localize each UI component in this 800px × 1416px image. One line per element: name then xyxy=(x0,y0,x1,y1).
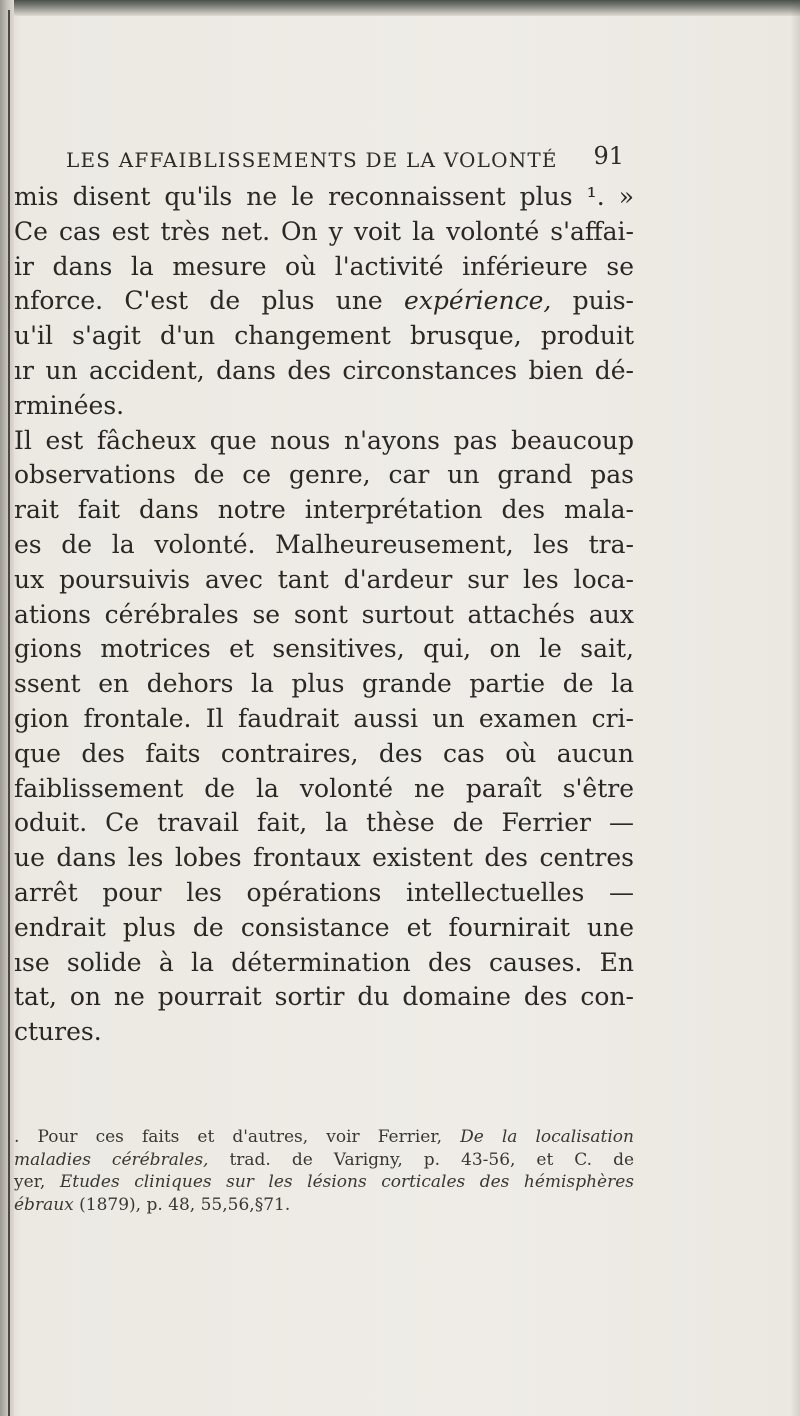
text-segment: nforce. C'est de plus une xyxy=(14,286,405,316)
body-line xyxy=(14,980,634,1014)
text-segment: . Pour ces faits et d'autres, voir Ferrier, xyxy=(14,1127,461,1147)
text-segment: endrait plus de consistance et fournirait une xyxy=(14,912,634,942)
body-line xyxy=(14,911,634,945)
body-line xyxy=(14,632,634,666)
text-segment: ıse solide à la détermination des causes. En xyxy=(14,947,634,977)
text-segment: observations de ce genre, car un grand pas xyxy=(14,460,634,490)
body-line xyxy=(14,284,634,318)
body-line xyxy=(14,737,634,771)
text-segment: yer, xyxy=(14,1172,60,1192)
italic-text: Etudes cliniques sur les lésions corticales des hémisphères xyxy=(59,1172,634,1192)
body-line xyxy=(14,354,634,388)
text-segment: tat, on ne pourrait sortir du domaine des con- xyxy=(14,982,634,1012)
text-segment: es de la volonté. Malheureusement, les tra- xyxy=(14,530,634,559)
body-line xyxy=(14,772,634,806)
body-line xyxy=(14,319,634,353)
footnote-line xyxy=(14,1193,634,1217)
body-line xyxy=(14,424,634,458)
body-line xyxy=(14,215,634,249)
text-segment: ir dans la mesure où l'activité inférieure se xyxy=(14,251,634,281)
text-segment: mis disent qu'ils ne le reconnaissent plus ¹. » xyxy=(14,182,634,211)
body-line xyxy=(14,876,634,910)
text-segment: ctures. xyxy=(14,1017,102,1047)
italic-text: maladies cérébrales, xyxy=(14,1149,209,1170)
text-segment: ue dans les lobes frontaux existent des centres xyxy=(14,843,634,873)
running-title: LES AFFAIBLISSEMENTS DE LA VOLONTÉ xyxy=(66,148,558,172)
top-page-edge xyxy=(0,0,800,16)
footnote-line xyxy=(14,1125,634,1149)
body-line xyxy=(14,667,634,701)
body-line xyxy=(14,458,634,492)
binding-rule xyxy=(8,10,10,1416)
body-line xyxy=(14,389,634,423)
body-line xyxy=(14,806,634,840)
footnote-line xyxy=(14,1148,634,1172)
italic-text: ébraux xyxy=(14,1194,74,1215)
text-segment: ations cérébrales se sont surtout attachés aux xyxy=(14,599,634,629)
text-segment: ssent en dehors la plus grande partie de la xyxy=(14,669,634,699)
body-line xyxy=(14,563,634,597)
body-line xyxy=(14,250,634,284)
text-segment: rminées. xyxy=(14,390,125,420)
text-segment: (1879), p. 48, 55,56,§71. xyxy=(73,1194,291,1215)
text-segment: que des faits contraires, des cas où aucun xyxy=(14,738,634,768)
text-segment: gions motrices et sensitives, qui, on le sait, xyxy=(14,634,634,664)
text-segment: u'il s'agit d'un changement brusque, produit xyxy=(14,321,634,351)
binding-gutter xyxy=(0,0,14,1416)
text-segment: gion frontale. Il faudrait aussi un examen cri- xyxy=(14,704,634,733)
text-segment: arrêt pour les opérations intellectuelles — xyxy=(14,878,634,907)
body-line xyxy=(14,946,634,980)
text-segment: trad. de Varigny, p. 43-56, et C. de xyxy=(208,1149,635,1170)
italic-text: De la localisation xyxy=(460,1127,634,1147)
text-segment: puis- xyxy=(551,286,634,316)
body-line xyxy=(14,528,634,562)
right-page-shadow xyxy=(790,0,800,1416)
text-segment: oduit. Ce travail fait, la thèse de Ferrier — xyxy=(14,808,634,838)
body-line xyxy=(14,180,634,214)
text-segment: ux poursuivis avec tant d'ardeur sur les loca- xyxy=(14,564,634,594)
text-segment: faiblissement de la volonté ne paraît s'être xyxy=(14,773,634,803)
body-line xyxy=(14,702,634,736)
text-segment: rait fait dans notre interprétation des mala- xyxy=(14,495,634,525)
body-line xyxy=(14,1015,634,1049)
text-segment: Ce cas est très net. On y voit la volonté s'affai- xyxy=(14,216,634,246)
text-segment: ır un accident, dans des circonstances bien dé- xyxy=(14,356,634,385)
body-line xyxy=(14,598,634,632)
text-segment: Il est fâcheux que nous n'ayons pas beaucoup xyxy=(14,425,634,455)
page-number: 91 xyxy=(593,142,624,170)
italic-text: expérience, xyxy=(404,286,552,316)
body-line xyxy=(14,841,634,875)
running-head xyxy=(66,142,626,176)
footnote-line xyxy=(14,1170,634,1194)
body-line xyxy=(14,493,634,527)
